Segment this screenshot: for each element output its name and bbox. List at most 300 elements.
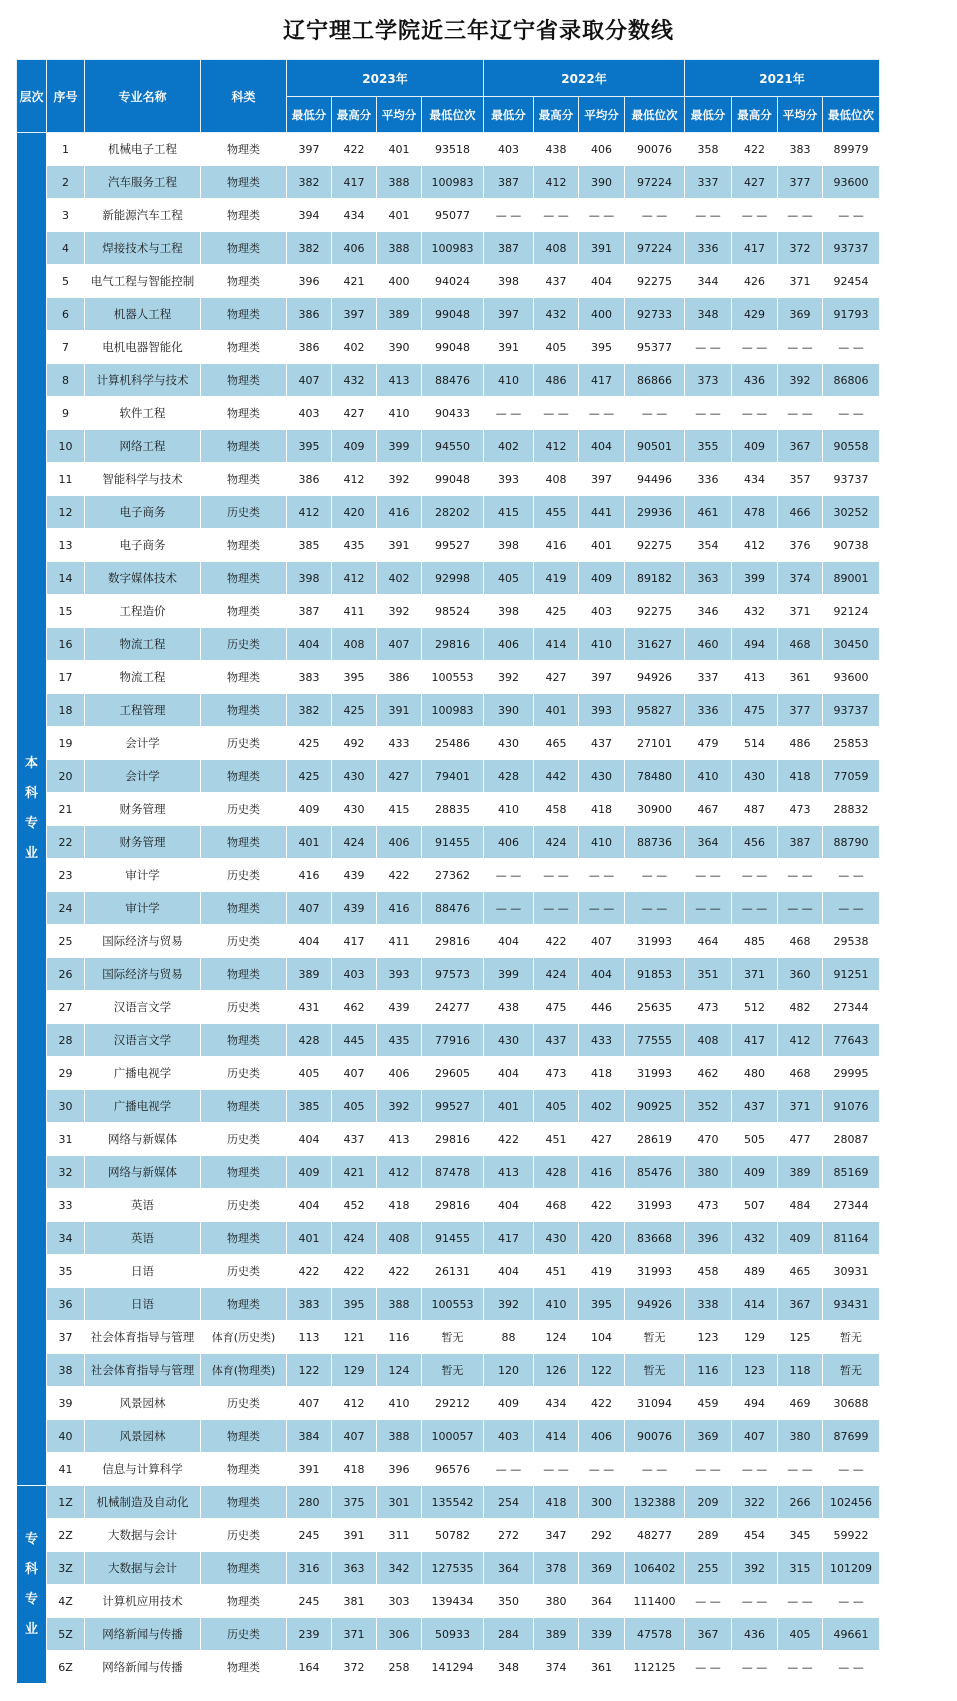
cell-2023-max: 462: [332, 991, 377, 1024]
cell-2022-avg: 446: [579, 991, 625, 1024]
cell-2023-avg: 392: [377, 595, 422, 628]
cell-2023-max: 406: [332, 232, 377, 265]
cell-2022-rank: 106402: [625, 1552, 685, 1585]
cell-2023-avg: 392: [377, 1090, 422, 1123]
table-row: [17, 562, 880, 595]
cell-2021-avg: — —: [778, 892, 823, 925]
cell-2021-rank: 29995: [823, 1057, 880, 1090]
cell-2022-rank: 25635: [625, 991, 685, 1024]
cell-2021-max: 505: [732, 1123, 778, 1156]
cell-2023-rank: 29816: [422, 925, 484, 958]
cell-2021-min: — —: [685, 1585, 732, 1618]
cell-2023-max: 407: [332, 1420, 377, 1453]
cell-2021-rank: — —: [823, 1585, 880, 1618]
table-header: [17, 60, 880, 133]
admission-scores-table: [16, 59, 880, 1684]
header-avg-score: 平均分: [579, 97, 625, 133]
cell-category: 物理类: [201, 1090, 287, 1123]
cell-category: 体育(历史类): [201, 1321, 287, 1354]
table-row: [17, 892, 880, 925]
cell-2021-avg: 380: [778, 1420, 823, 1453]
cell-2021-rank: 93737: [823, 232, 880, 265]
cell-2021-max: 422: [732, 133, 778, 166]
cell-2023-rank: 91455: [422, 826, 484, 859]
table-row: [17, 364, 880, 397]
cell-2021-rank: 90558: [823, 430, 880, 463]
cell-2022-max: 414: [534, 628, 579, 661]
cell-2022-min: 404: [484, 1255, 534, 1288]
cell-2022-max: 438: [534, 133, 579, 166]
cell-2021-max: 432: [732, 1222, 778, 1255]
cell-2023-min: 239: [287, 1618, 332, 1651]
cell-2021-avg: 371: [778, 595, 823, 628]
cell-2021-min: — —: [685, 1651, 732, 1684]
cell-2021-min: 289: [685, 1519, 732, 1552]
cell-2023-rank: 79401: [422, 760, 484, 793]
cell-2022-rank: — —: [625, 1453, 685, 1486]
cell-2022-avg: 104: [579, 1321, 625, 1354]
cell-2023-max: 405: [332, 1090, 377, 1123]
cell-2023-max: 411: [332, 595, 377, 628]
cell-2021-rank: 91793: [823, 298, 880, 331]
cell-no: 28: [47, 1024, 85, 1057]
cell-2021-min: 351: [685, 958, 732, 991]
table-row: [17, 1354, 880, 1387]
cell-2022-max: 347: [534, 1519, 579, 1552]
cell-2022-avg: 390: [579, 166, 625, 199]
cell-2023-max: 432: [332, 364, 377, 397]
cell-2021-max: — —: [732, 892, 778, 925]
cell-2021-avg: 477: [778, 1123, 823, 1156]
cell-2023-min: 113: [287, 1321, 332, 1354]
cell-2023-min: 122: [287, 1354, 332, 1387]
cell-2022-rank: 31993: [625, 1189, 685, 1222]
cell-category: 物理类: [201, 1651, 287, 1684]
cell-2021-avg: 369: [778, 298, 823, 331]
cell-major: 物流工程: [85, 661, 201, 694]
cell-2021-avg: — —: [778, 331, 823, 364]
cell-2021-min: — —: [685, 199, 732, 232]
cell-2022-min: 398: [484, 265, 534, 298]
cell-2021-rank: 90738: [823, 529, 880, 562]
cell-2023-max: 434: [332, 199, 377, 232]
cell-2023-min: 404: [287, 1189, 332, 1222]
cell-2023-max: 395: [332, 661, 377, 694]
cell-2021-avg: 377: [778, 166, 823, 199]
cell-2022-min: 406: [484, 826, 534, 859]
level-label: 本 科 专 业: [17, 133, 47, 1486]
cell-no: 6: [47, 298, 85, 331]
cell-2023-max: 424: [332, 826, 377, 859]
cell-2023-min: 412: [287, 496, 332, 529]
cell-major: 英语: [85, 1222, 201, 1255]
cell-2021-min: 336: [685, 232, 732, 265]
cell-major: 会计学: [85, 760, 201, 793]
cell-2023-min: 386: [287, 331, 332, 364]
cell-category: 物理类: [201, 430, 287, 463]
cell-2023-avg: 303: [377, 1585, 422, 1618]
cell-2022-rank: 95377: [625, 331, 685, 364]
cell-2021-min: 358: [685, 133, 732, 166]
cell-2023-min: 404: [287, 1123, 332, 1156]
cell-2021-avg: 389: [778, 1156, 823, 1189]
cell-2022-rank: 30900: [625, 793, 685, 826]
cell-2021-rank: 101209: [823, 1552, 880, 1585]
cell-2022-min: 398: [484, 595, 534, 628]
cell-2023-max: 391: [332, 1519, 377, 1552]
cell-2021-max: 417: [732, 1024, 778, 1057]
cell-2021-max: 489: [732, 1255, 778, 1288]
cell-2022-avg: — —: [579, 859, 625, 892]
cell-2022-max: 410: [534, 1288, 579, 1321]
cell-2021-min: — —: [685, 1453, 732, 1486]
cell-2021-avg: 125: [778, 1321, 823, 1354]
cell-2022-min: — —: [484, 397, 534, 430]
cell-2021-max: 456: [732, 826, 778, 859]
cell-2021-rank: — —: [823, 397, 880, 430]
header-major: 专业名称: [85, 60, 201, 133]
cell-2023-avg: 433: [377, 727, 422, 760]
cell-2022-max: 401: [534, 694, 579, 727]
table-row: [17, 859, 880, 892]
cell-2023-rank: 99048: [422, 463, 484, 496]
cell-2023-avg: 402: [377, 562, 422, 595]
cell-2023-rank: 88476: [422, 892, 484, 925]
cell-2023-rank: 135542: [422, 1486, 484, 1519]
cell-2021-avg: 118: [778, 1354, 823, 1387]
cell-2023-rank: 29816: [422, 1189, 484, 1222]
cell-category: 历史类: [201, 793, 287, 826]
cell-2021-avg: 486: [778, 727, 823, 760]
cell-2021-max: 514: [732, 727, 778, 760]
cell-no: 25: [47, 925, 85, 958]
cell-2022-max: 434: [534, 1387, 579, 1420]
cell-2022-avg: — —: [579, 1453, 625, 1486]
table-row: [17, 727, 880, 760]
cell-2023-max: 412: [332, 1387, 377, 1420]
cell-2021-min: 364: [685, 826, 732, 859]
cell-2023-rank: 87478: [422, 1156, 484, 1189]
cell-no: 33: [47, 1189, 85, 1222]
cell-2022-min: 364: [484, 1552, 534, 1585]
cell-2023-min: 245: [287, 1519, 332, 1552]
cell-2023-rank: 100983: [422, 694, 484, 727]
cell-2021-rank: 85169: [823, 1156, 880, 1189]
cell-category: 物理类: [201, 265, 287, 298]
cell-category: 物理类: [201, 826, 287, 859]
cell-2022-avg: — —: [579, 397, 625, 430]
cell-2021-max: 412: [732, 529, 778, 562]
cell-major: 机械制造及自动化: [85, 1486, 201, 1519]
cell-2023-rank: 暂无: [422, 1354, 484, 1387]
cell-2021-avg: 482: [778, 991, 823, 1024]
cell-2021-min: 354: [685, 529, 732, 562]
cell-2022-avg: 441: [579, 496, 625, 529]
cell-2023-avg: 401: [377, 133, 422, 166]
cell-2022-max: 414: [534, 1420, 579, 1453]
cell-2022-rank: 91853: [625, 958, 685, 991]
cell-no: 19: [47, 727, 85, 760]
cell-2022-min: 404: [484, 925, 534, 958]
cell-2022-avg: 361: [579, 1651, 625, 1684]
cell-2023-rank: 25486: [422, 727, 484, 760]
cell-2023-rank: 98524: [422, 595, 484, 628]
table-row: [17, 1585, 880, 1618]
table-row: [17, 1057, 880, 1090]
header-avg-score: 平均分: [778, 97, 823, 133]
cell-2021-min: — —: [685, 859, 732, 892]
cell-2023-max: 439: [332, 859, 377, 892]
cell-2021-min: 337: [685, 166, 732, 199]
cell-2021-avg: 468: [778, 628, 823, 661]
cell-2023-min: 403: [287, 397, 332, 430]
cell-2022-rank: 48277: [625, 1519, 685, 1552]
cell-2022-avg: 300: [579, 1486, 625, 1519]
header-min-rank: 最低位次: [422, 97, 484, 133]
cell-category: 物理类: [201, 298, 287, 331]
cell-2022-rank: 94926: [625, 1288, 685, 1321]
cell-no: 5: [47, 265, 85, 298]
cell-2021-rank: 92124: [823, 595, 880, 628]
cell-2021-max: 434: [732, 463, 778, 496]
cell-category: 历史类: [201, 859, 287, 892]
table-row: [17, 430, 880, 463]
header-no: 序号: [47, 60, 85, 133]
cell-2022-rank: 95827: [625, 694, 685, 727]
cell-2022-avg: 400: [579, 298, 625, 331]
cell-category: 物理类: [201, 1420, 287, 1453]
cell-2023-min: 409: [287, 793, 332, 826]
cell-2023-min: 404: [287, 628, 332, 661]
cell-2022-avg: 292: [579, 1519, 625, 1552]
cell-no: 29: [47, 1057, 85, 1090]
cell-2021-rank: 93737: [823, 463, 880, 496]
cell-2023-rank: 24277: [422, 991, 484, 1024]
cell-no: 11: [47, 463, 85, 496]
cell-2022-rank: — —: [625, 892, 685, 925]
cell-2023-avg: 415: [377, 793, 422, 826]
cell-2021-rank: 49661: [823, 1618, 880, 1651]
cell-2021-rank: 91076: [823, 1090, 880, 1123]
cell-2021-rank: — —: [823, 331, 880, 364]
cell-2021-rank: 30688: [823, 1387, 880, 1420]
cell-2021-rank: 86806: [823, 364, 880, 397]
cell-2023-max: 363: [332, 1552, 377, 1585]
cell-2023-avg: 413: [377, 364, 422, 397]
cell-2022-min: 390: [484, 694, 534, 727]
cell-major: 机械电子工程: [85, 133, 201, 166]
cell-2022-avg: 406: [579, 1420, 625, 1453]
cell-2022-max: 378: [534, 1552, 579, 1585]
cell-2021-rank: 93600: [823, 166, 880, 199]
cell-2021-avg: 374: [778, 562, 823, 595]
cell-2021-avg: 418: [778, 760, 823, 793]
cell-2023-rank: 94024: [422, 265, 484, 298]
cell-2021-avg: — —: [778, 397, 823, 430]
header-level: 层次: [17, 60, 47, 133]
cell-category: 物理类: [201, 1552, 287, 1585]
cell-2021-avg: 367: [778, 430, 823, 463]
cell-2021-avg: 371: [778, 265, 823, 298]
cell-2022-max: 458: [534, 793, 579, 826]
cell-2022-min: 393: [484, 463, 534, 496]
cell-2021-min: 123: [685, 1321, 732, 1354]
cell-2023-min: 394: [287, 199, 332, 232]
cell-2023-avg: 407: [377, 628, 422, 661]
cell-2023-avg: 311: [377, 1519, 422, 1552]
cell-2022-max: 437: [534, 265, 579, 298]
cell-major: 汽车服务工程: [85, 166, 201, 199]
cell-2023-min: 425: [287, 760, 332, 793]
cell-2021-avg: 468: [778, 1057, 823, 1090]
cell-2021-avg: — —: [778, 1453, 823, 1486]
cell-2023-max: 408: [332, 628, 377, 661]
cell-2023-rank: 99048: [422, 331, 484, 364]
table-row: [17, 1321, 880, 1354]
cell-2022-min: 399: [484, 958, 534, 991]
cell-category: 物理类: [201, 595, 287, 628]
cell-category: 体育(物理类): [201, 1354, 287, 1387]
cell-2023-avg: 391: [377, 694, 422, 727]
cell-2021-max: — —: [732, 199, 778, 232]
cell-2022-avg: 419: [579, 1255, 625, 1288]
cell-2022-max: 468: [534, 1189, 579, 1222]
cell-2023-max: 381: [332, 1585, 377, 1618]
cell-2022-min: 392: [484, 661, 534, 694]
cell-2023-rank: 29605: [422, 1057, 484, 1090]
cell-major: 风景园林: [85, 1387, 201, 1420]
cell-2023-rank: 100553: [422, 1288, 484, 1321]
cell-2023-rank: 27362: [422, 859, 484, 892]
cell-no: 8: [47, 364, 85, 397]
cell-major: 网络与新媒体: [85, 1123, 201, 1156]
cell-2022-min: — —: [484, 1453, 534, 1486]
cell-no: 4Z: [47, 1585, 85, 1618]
cell-2021-min: 467: [685, 793, 732, 826]
cell-2022-max: 486: [534, 364, 579, 397]
cell-no: 35: [47, 1255, 85, 1288]
cell-2021-min: — —: [685, 331, 732, 364]
cell-2023-avg: 401: [377, 199, 422, 232]
cell-major: 机器人工程: [85, 298, 201, 331]
cell-no: 41: [47, 1453, 85, 1486]
table-row: [17, 1156, 880, 1189]
cell-2023-avg: 435: [377, 1024, 422, 1057]
cell-2023-min: 409: [287, 1156, 332, 1189]
cell-2021-avg: 367: [778, 1288, 823, 1321]
cell-2021-rank: 30931: [823, 1255, 880, 1288]
cell-2022-rank: 83668: [625, 1222, 685, 1255]
cell-2023-rank: 28202: [422, 496, 484, 529]
cell-category: 物理类: [201, 760, 287, 793]
cell-major: 智能科学与技术: [85, 463, 201, 496]
cell-2022-rank: 97224: [625, 166, 685, 199]
cell-2021-avg: 376: [778, 529, 823, 562]
cell-2022-max: 408: [534, 463, 579, 496]
cell-2021-rank: 88790: [823, 826, 880, 859]
cell-2022-max: — —: [534, 1453, 579, 1486]
cell-2022-avg: 393: [579, 694, 625, 727]
cell-2021-avg: — —: [778, 859, 823, 892]
cell-2021-min: 380: [685, 1156, 732, 1189]
cell-2022-max: 427: [534, 661, 579, 694]
cell-2021-min: 479: [685, 727, 732, 760]
cell-2023-avg: 411: [377, 925, 422, 958]
cell-2023-rank: 93518: [422, 133, 484, 166]
cell-major: 汉语言文学: [85, 1024, 201, 1057]
cell-2021-max: 407: [732, 1420, 778, 1453]
header-year-2022: 2022年: [484, 60, 685, 97]
cell-category: 物理类: [201, 661, 287, 694]
cell-category: 物理类: [201, 1156, 287, 1189]
cell-2021-max: 494: [732, 1387, 778, 1420]
cell-2023-avg: 388: [377, 232, 422, 265]
cell-2023-avg: 306: [377, 1618, 422, 1651]
table-row: [17, 1189, 880, 1222]
cell-2022-max: 408: [534, 232, 579, 265]
cell-2021-avg: 383: [778, 133, 823, 166]
cell-2023-max: 430: [332, 793, 377, 826]
cell-2023-min: 391: [287, 1453, 332, 1486]
cell-no: 14: [47, 562, 85, 595]
cell-2022-rank: 94496: [625, 463, 685, 496]
cell-2022-avg: 407: [579, 925, 625, 958]
cell-2021-min: 355: [685, 430, 732, 463]
cell-2023-avg: 427: [377, 760, 422, 793]
table-row: [17, 991, 880, 1024]
cell-2023-rank: 28835: [422, 793, 484, 826]
cell-2022-avg: 418: [579, 793, 625, 826]
cell-2023-min: 245: [287, 1585, 332, 1618]
cell-2022-max: 424: [534, 826, 579, 859]
cell-2023-rank: 90433: [422, 397, 484, 430]
cell-2022-max: 412: [534, 430, 579, 463]
cell-2022-min: — —: [484, 859, 534, 892]
cell-2023-min: 384: [287, 1420, 332, 1453]
cell-2021-max: 487: [732, 793, 778, 826]
cell-2023-min: 405: [287, 1057, 332, 1090]
cell-2022-avg: 401: [579, 529, 625, 562]
cell-category: 历史类: [201, 925, 287, 958]
table-row: [17, 133, 880, 166]
cell-2023-avg: 399: [377, 430, 422, 463]
table-row: [17, 298, 880, 331]
cell-2023-rank: 99527: [422, 1090, 484, 1123]
cell-2022-avg: 397: [579, 661, 625, 694]
cell-category: 历史类: [201, 1387, 287, 1420]
header-min-rank: 最低位次: [823, 97, 880, 133]
cell-2021-avg: 372: [778, 232, 823, 265]
cell-2023-min: 382: [287, 694, 332, 727]
cell-2023-rank: 29816: [422, 1123, 484, 1156]
cell-2021-rank: 28087: [823, 1123, 880, 1156]
cell-2021-rank: — —: [823, 1651, 880, 1684]
cell-2023-max: 422: [332, 1255, 377, 1288]
cell-2023-avg: 396: [377, 1453, 422, 1486]
cell-2022-min: 410: [484, 364, 534, 397]
cell-2021-max: 129: [732, 1321, 778, 1354]
cell-category: 历史类: [201, 1618, 287, 1651]
cell-2022-rank: 111400: [625, 1585, 685, 1618]
cell-2021-min: — —: [685, 892, 732, 925]
cell-2023-min: 280: [287, 1486, 332, 1519]
table-body: [17, 133, 880, 1684]
table-row: [17, 1288, 880, 1321]
cell-2022-rank: 29936: [625, 496, 685, 529]
cell-2021-min: 346: [685, 595, 732, 628]
cell-2022-rank: 97224: [625, 232, 685, 265]
cell-2021-max: 475: [732, 694, 778, 727]
